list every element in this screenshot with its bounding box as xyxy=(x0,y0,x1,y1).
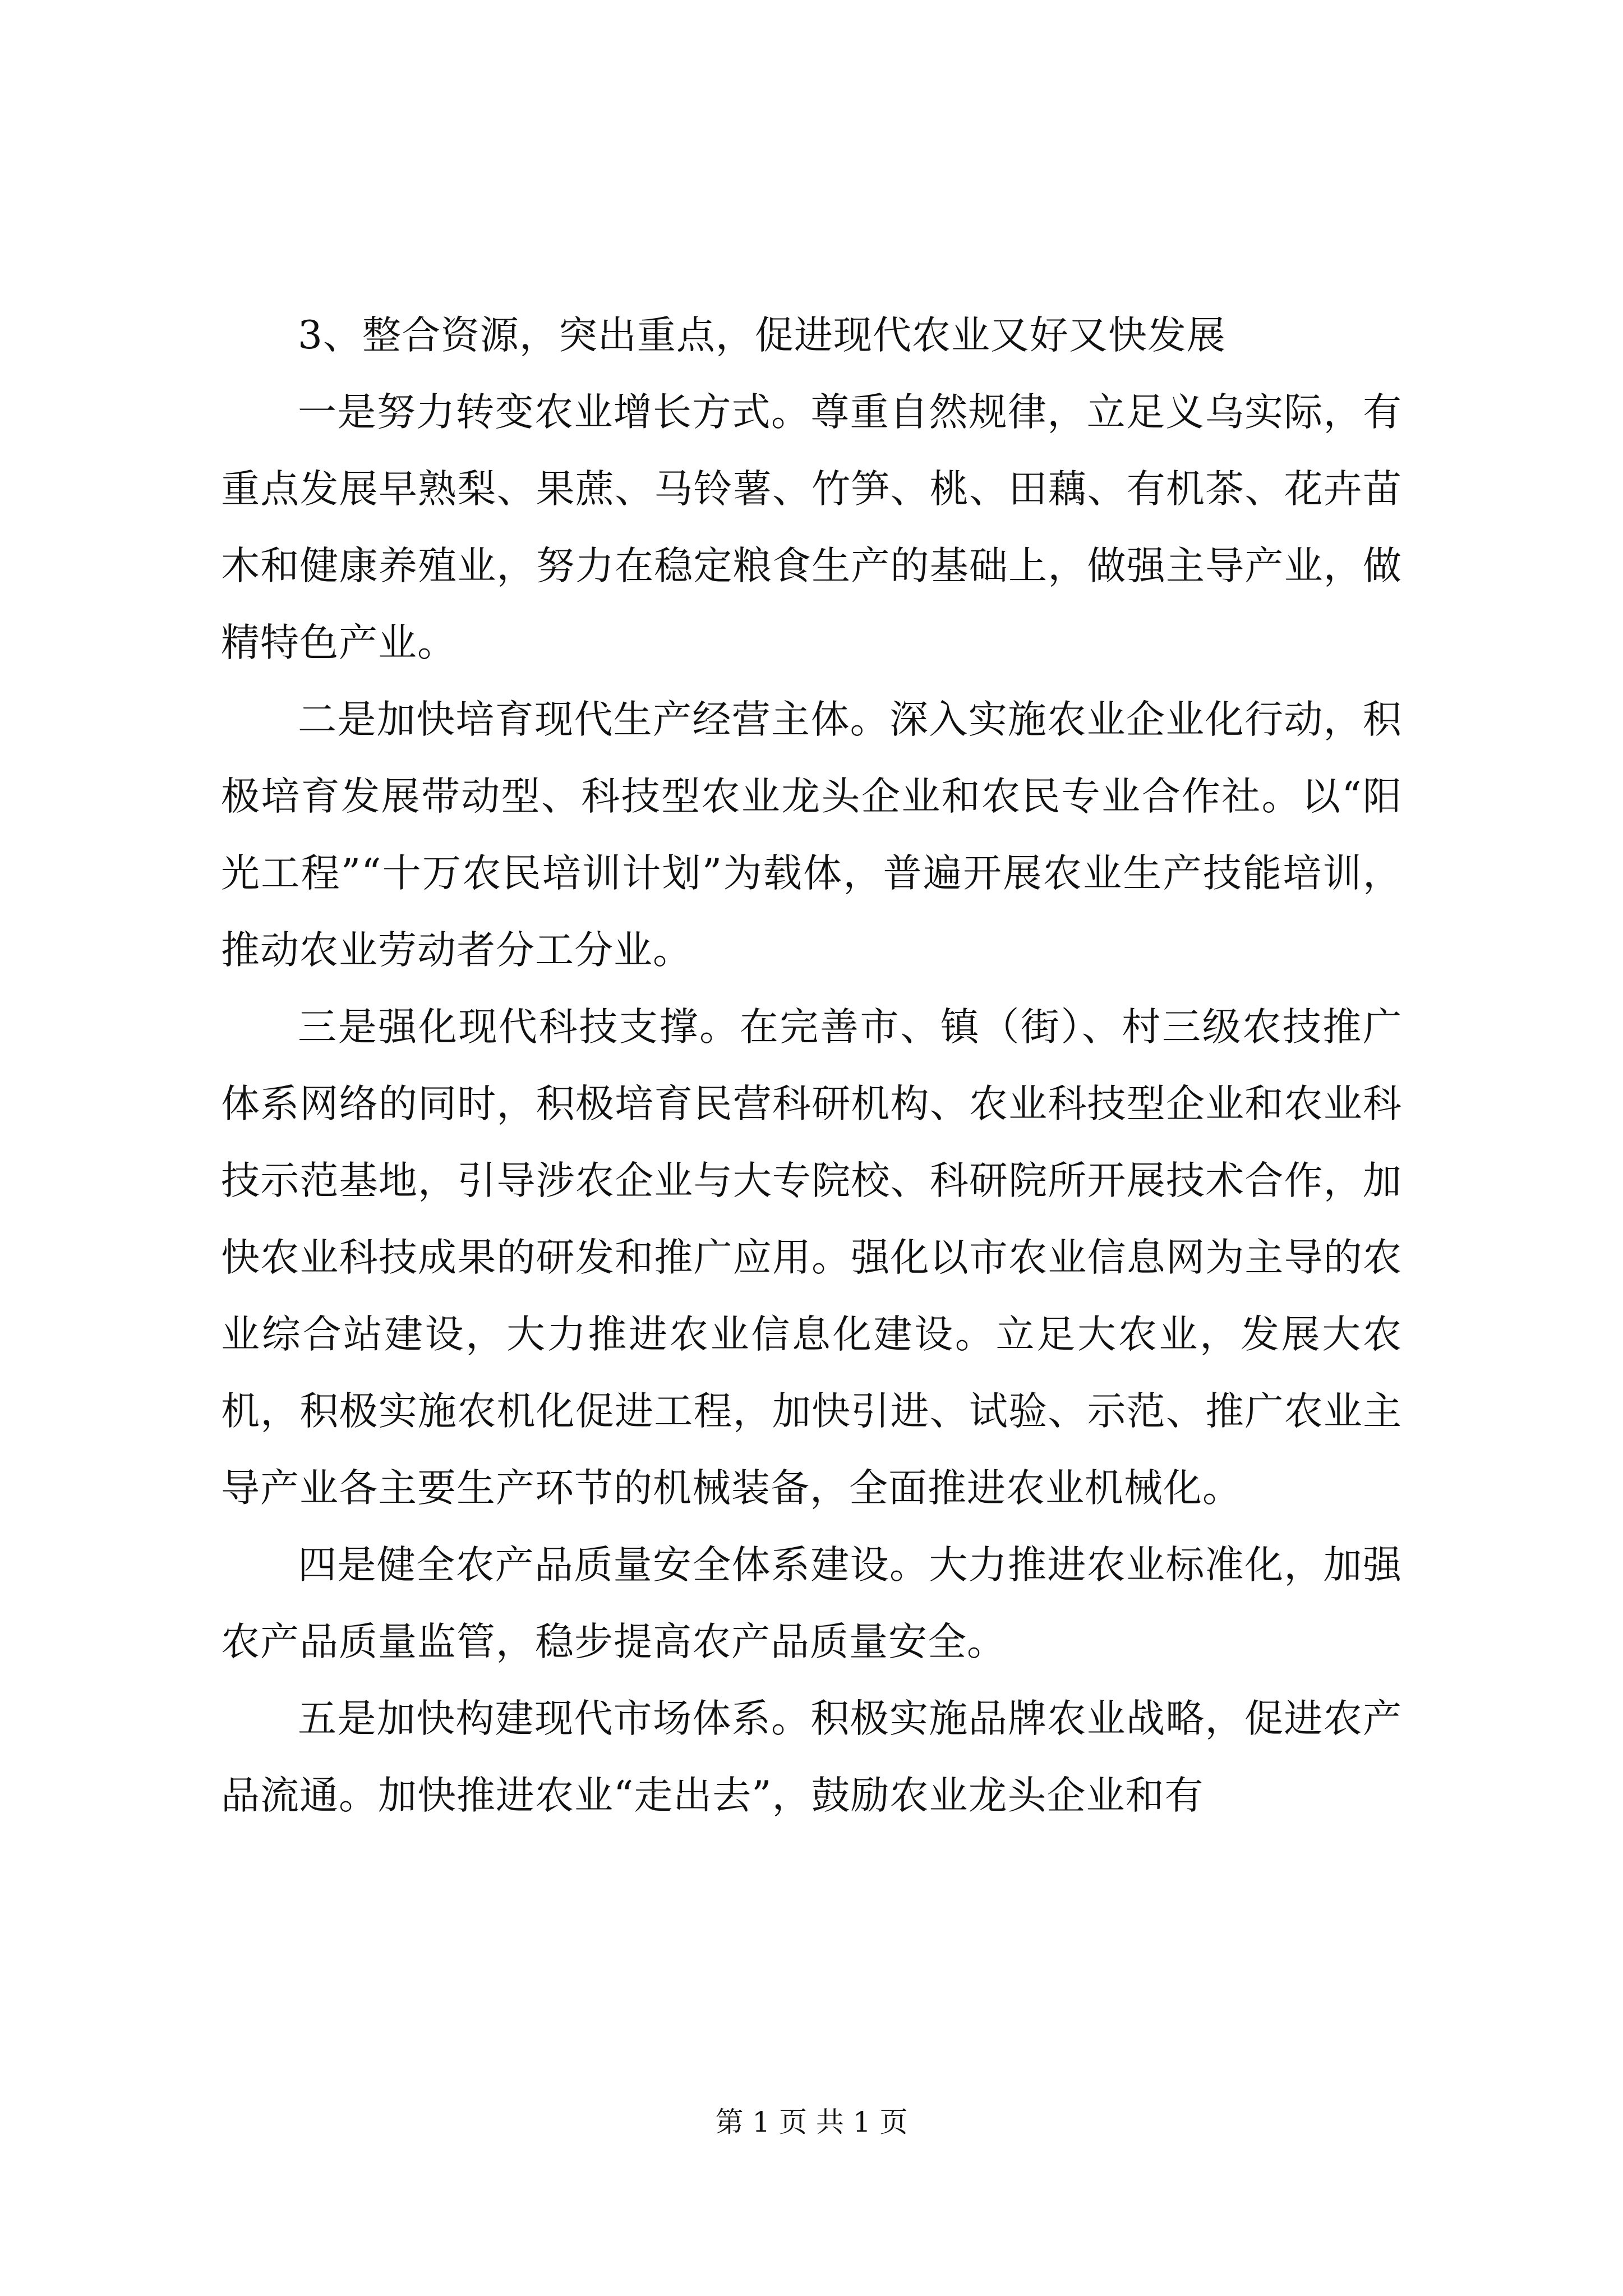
section-heading: 3、整合资源，突出重点，促进现代农业又好又快发展 xyxy=(298,313,1226,358)
body-paragraph: 四是健全农产品质量安全体系建设。大力推进农业标准化，加强农产品质量监管，稳步提高农产品质量安全。 xyxy=(221,1543,1402,1664)
body-paragraph: 五是加快构建现代市场体系。积极实施品牌农业战略，促进农产品流通。加快推进农业“走出去”，鼓励农业龙头企业和有 xyxy=(221,1696,1402,1818)
body-paragraph: 二是加快培育现代生产经营主体。深入实施农业企业化行动，积极培育发展带动型、科技型农业龙头企业和农民专业合作社。以“阳光工程”“十万农民培训计划”为载体，普遍开展农业生产技能培训，推动农业劳动者分工分业。 xyxy=(221,697,1402,973)
body-paragraph: 三是强化现代科技支撑。在完善市、镇（街）、村三级农技推广体系网络的同时，积极培育民营科研机构、农业科技型企业和农业科技示范基地，引导涉农企业与大专院校、科研院所开展技术合作，加快农业科技成果的研发和推广应用。强化以市农业信息网为主导的农业综合站建设，大力推进农业信息化建设。立足大农业，发展大农机，积极实施农机化促进工程，加快引进、试验、示范、推广农业主导产业各主要生产环节的机械装备，全面推进农业机械化。 xyxy=(221,1005,1402,1511)
page-footer: 第 1 页 共 1 页 xyxy=(715,2106,908,2138)
document-body xyxy=(221,297,1402,1834)
body-paragraph: 一是努力转变农业增长方式。尊重自然规律，立足义乌实际，有重点发展早熟梨、果蔗、马铃薯、竹笋、桃、田藕、有机茶、花卉苗木和健康养殖业，努力在稳定粮食生产的基础上，做强主导产业，做精特色产业。 xyxy=(221,390,1402,665)
